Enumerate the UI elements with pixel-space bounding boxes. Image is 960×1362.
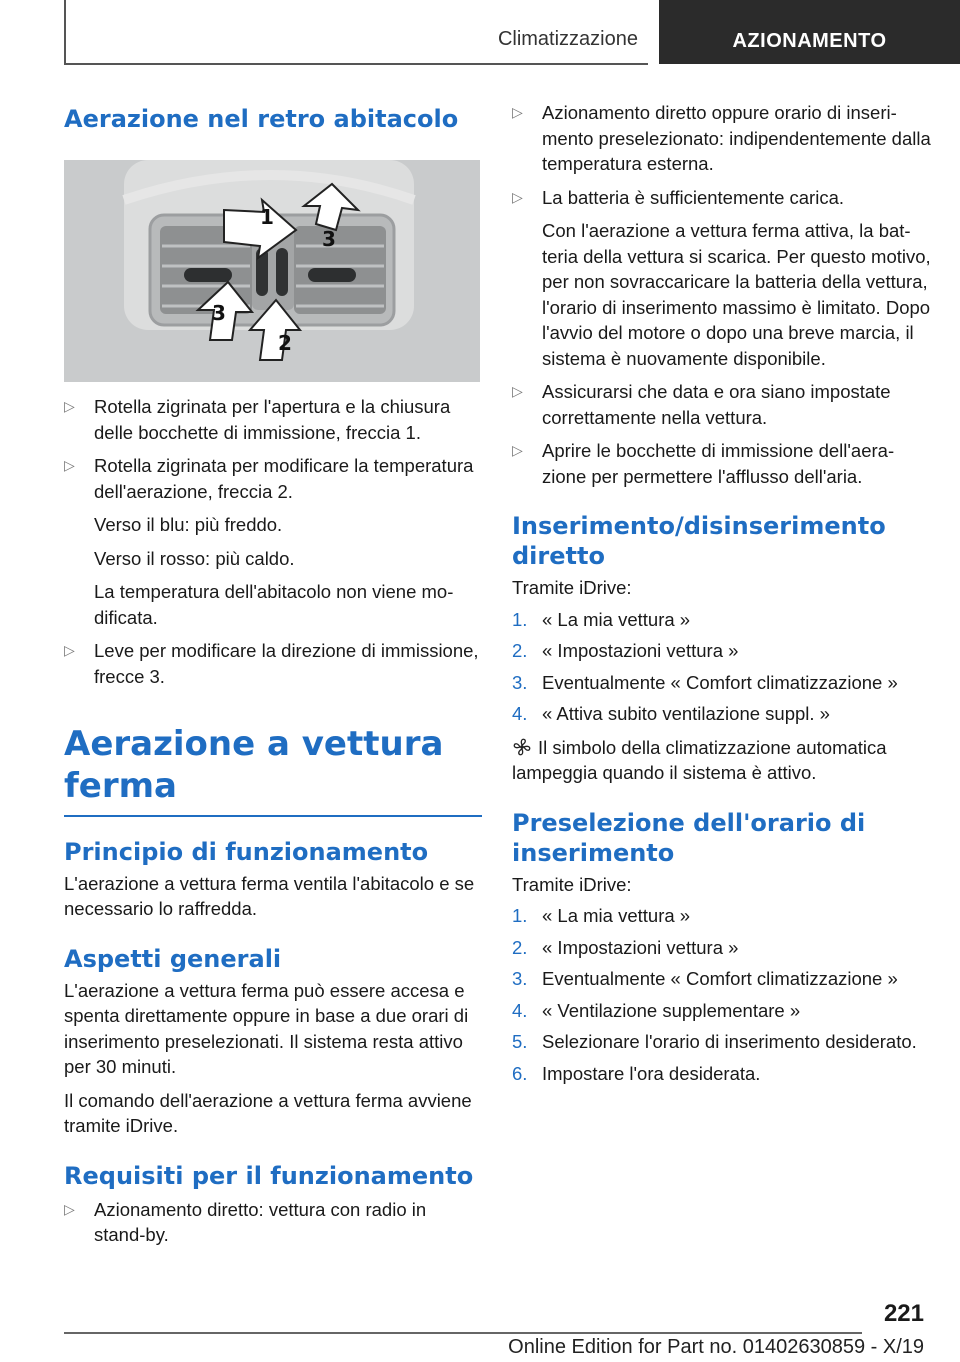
list-item [512,903,932,929]
list-item [64,638,482,689]
step-text: « Attiva subito ventilazione suppl. » [542,703,830,724]
list-item [512,185,932,211]
list-item [512,701,932,727]
step-text: « La mia vettura » [542,608,691,630]
list-item [512,670,932,696]
bullet-text: Azionamento diretto oppure orario di inserimento preselezionato: indipendentemente dalla temperatura esterna. [542,102,931,174]
bullet-text: Rotella zigrinata per modificare la temperatura dell'aerazione, freccia 2. [94,455,474,502]
bullet-text: Azionamento diretto: vettura con radio in stand-by. [94,1198,427,1245]
step-text: « Ventilazione supplementare » [542,999,801,1021]
via-idrive-label: Tramite iDrive: [512,577,632,598]
list-item [512,1061,932,1087]
list-item [64,1197,482,1248]
bullet-text: Assicurarsi che data e ora siano impostate correttamente nella vettura. [542,381,891,428]
temperature-blue-note: Verso il blu: più freddo. [94,514,283,535]
footer-edition: Online Edition for Part no. 01402630859 - X/19 [508,1336,924,1358]
step-number: 5. [512,1031,528,1052]
bullet-text: Rotella zigrinata per l'apertura e la chiusura delle bocchette di immissione, freccia 1. [94,396,451,443]
battery-note: Con l'aerazione a vettura ferma attiva, la batteria della vettura si scarica. Per questo motivo, per non sovraccaricare la batteria della vettura, l'orario di inserimento massimo è limitato. Dopo l'avvio del motore o dopo una breve marcia, il sistema è nuovamente disponibile. [542,220,931,369]
header-bottom-rule [64,63,648,65]
fan-icon [512,737,532,757]
step-number: 6. [512,1062,528,1084]
list-item [512,1029,932,1055]
list-item [512,379,932,430]
bullet-text: La batteria è sufficientemente carica. [542,186,844,208]
step-number: 2. [512,936,528,958]
list-item [512,438,932,489]
direct-steps-list [512,607,932,727]
step-text: Eventualmente « Comfort climatizzazione » [542,671,898,693]
bullet-triangle-icon: ▷ [512,104,523,120]
heading-requirements: Requisiti per il funzionamento [64,1161,474,1190]
list-item [64,394,482,445]
step-text: « Impostazioni vettura » [542,640,739,661]
heading-general: Aspetti generali [64,944,282,973]
bullet-triangle-icon: ▷ [64,1200,75,1217]
footer-rule [64,1332,862,1334]
step-number: 2. [512,640,528,661]
chapter-heading: Aerazione a vettura ferma [64,724,444,806]
list-item [512,638,932,664]
header-chapter-tab[interactable]: AZIONAMENTO [659,0,960,64]
bullet-triangle-icon: ▷ [512,442,523,458]
step-number: 4. [512,999,528,1021]
right-column [512,100,932,1086]
step-number: 3. [512,671,528,693]
heading-direct-switch: Inserimento/disinserimento diretto [512,512,886,570]
general-paragraph-1: L'aerazione a vettura ferma può essere accesa e spenta direttamente oppure in base a due orari di inserimento preselezionati. Il sistema resta attivo per 30 minuti. [64,979,469,1077]
list-item [64,453,482,504]
temperature-red-note: Verso il rosso: più caldo. [94,547,295,569]
rear-vent-illustration [64,160,480,382]
via-idrive-label-2: Tramite iDrive: [512,873,632,895]
page-number: 221 [883,1300,924,1327]
list-item [512,966,932,992]
header-section-title: Climatizzazione [497,28,638,50]
step-number: 1. [512,608,528,630]
list-item [512,100,932,177]
header-left-rule [64,0,66,64]
list-item [512,998,932,1024]
bullet-triangle-icon: ▷ [512,383,523,399]
left-column [64,100,482,1248]
bullet-triangle-icon: ▷ [64,457,75,473]
heading-preset-time: Preselezione dell'orario di inserimento [512,808,866,867]
step-number: 4. [512,703,528,724]
fan-note-text: Il simbolo della climatizzazione automatica lampeggia quando il sistema è attivo. [512,736,887,783]
heading-rear-ventilation: Aerazione nel retro abitacolo [64,105,459,133]
step-number: 1. [512,905,528,926]
figure-label-2: 2 [278,331,292,355]
figure-label-3-right: 3 [322,227,336,251]
step-number: 3. [512,968,528,989]
heading-principle: Principio di funzionamento [64,837,429,866]
list-item [512,607,932,633]
general-paragraph-2: Il comando dell'aerazione a vettura ferma avviene tramite iDrive. [64,1089,472,1136]
bullet-text: Leve per modificare la direzione di immissione, frecce 3. [94,640,479,687]
temperature-cabin-note: La temperatura dell'abitacolo non viene modificata. [94,581,454,628]
preset-steps-list [512,903,932,1086]
step-text: « La mia vettura » [542,905,691,926]
step-text: Eventualmente « Comfort climatizzazione » [542,968,898,989]
step-text: Impostare l'ora desiderata. [542,1062,761,1084]
figure-label-1: 1 [260,205,274,229]
bullet-triangle-icon: ▷ [64,398,75,414]
step-text: « Impostazioni vettura » [542,936,739,958]
bullet-triangle-icon: ▷ [64,642,75,658]
figure-label-3-left: 3 [212,301,226,325]
fan-symbol-note [512,735,932,786]
chapter-heading-rule [64,815,482,817]
vent-controls-list [64,394,482,689]
bullet-triangle-icon: ▷ [512,188,523,205]
bullet-text: Aprire le bocchette di immissione dell'aerazione per permettere l'afflusso dell'aria. [542,440,895,487]
list-item [512,935,932,961]
principle-paragraph: L'aerazione a vettura ferma ventila l'abitacolo e se necessario lo raffredda. [64,872,475,919]
step-text: Selezionare l'orario di inserimento desiderato. [542,1031,917,1052]
